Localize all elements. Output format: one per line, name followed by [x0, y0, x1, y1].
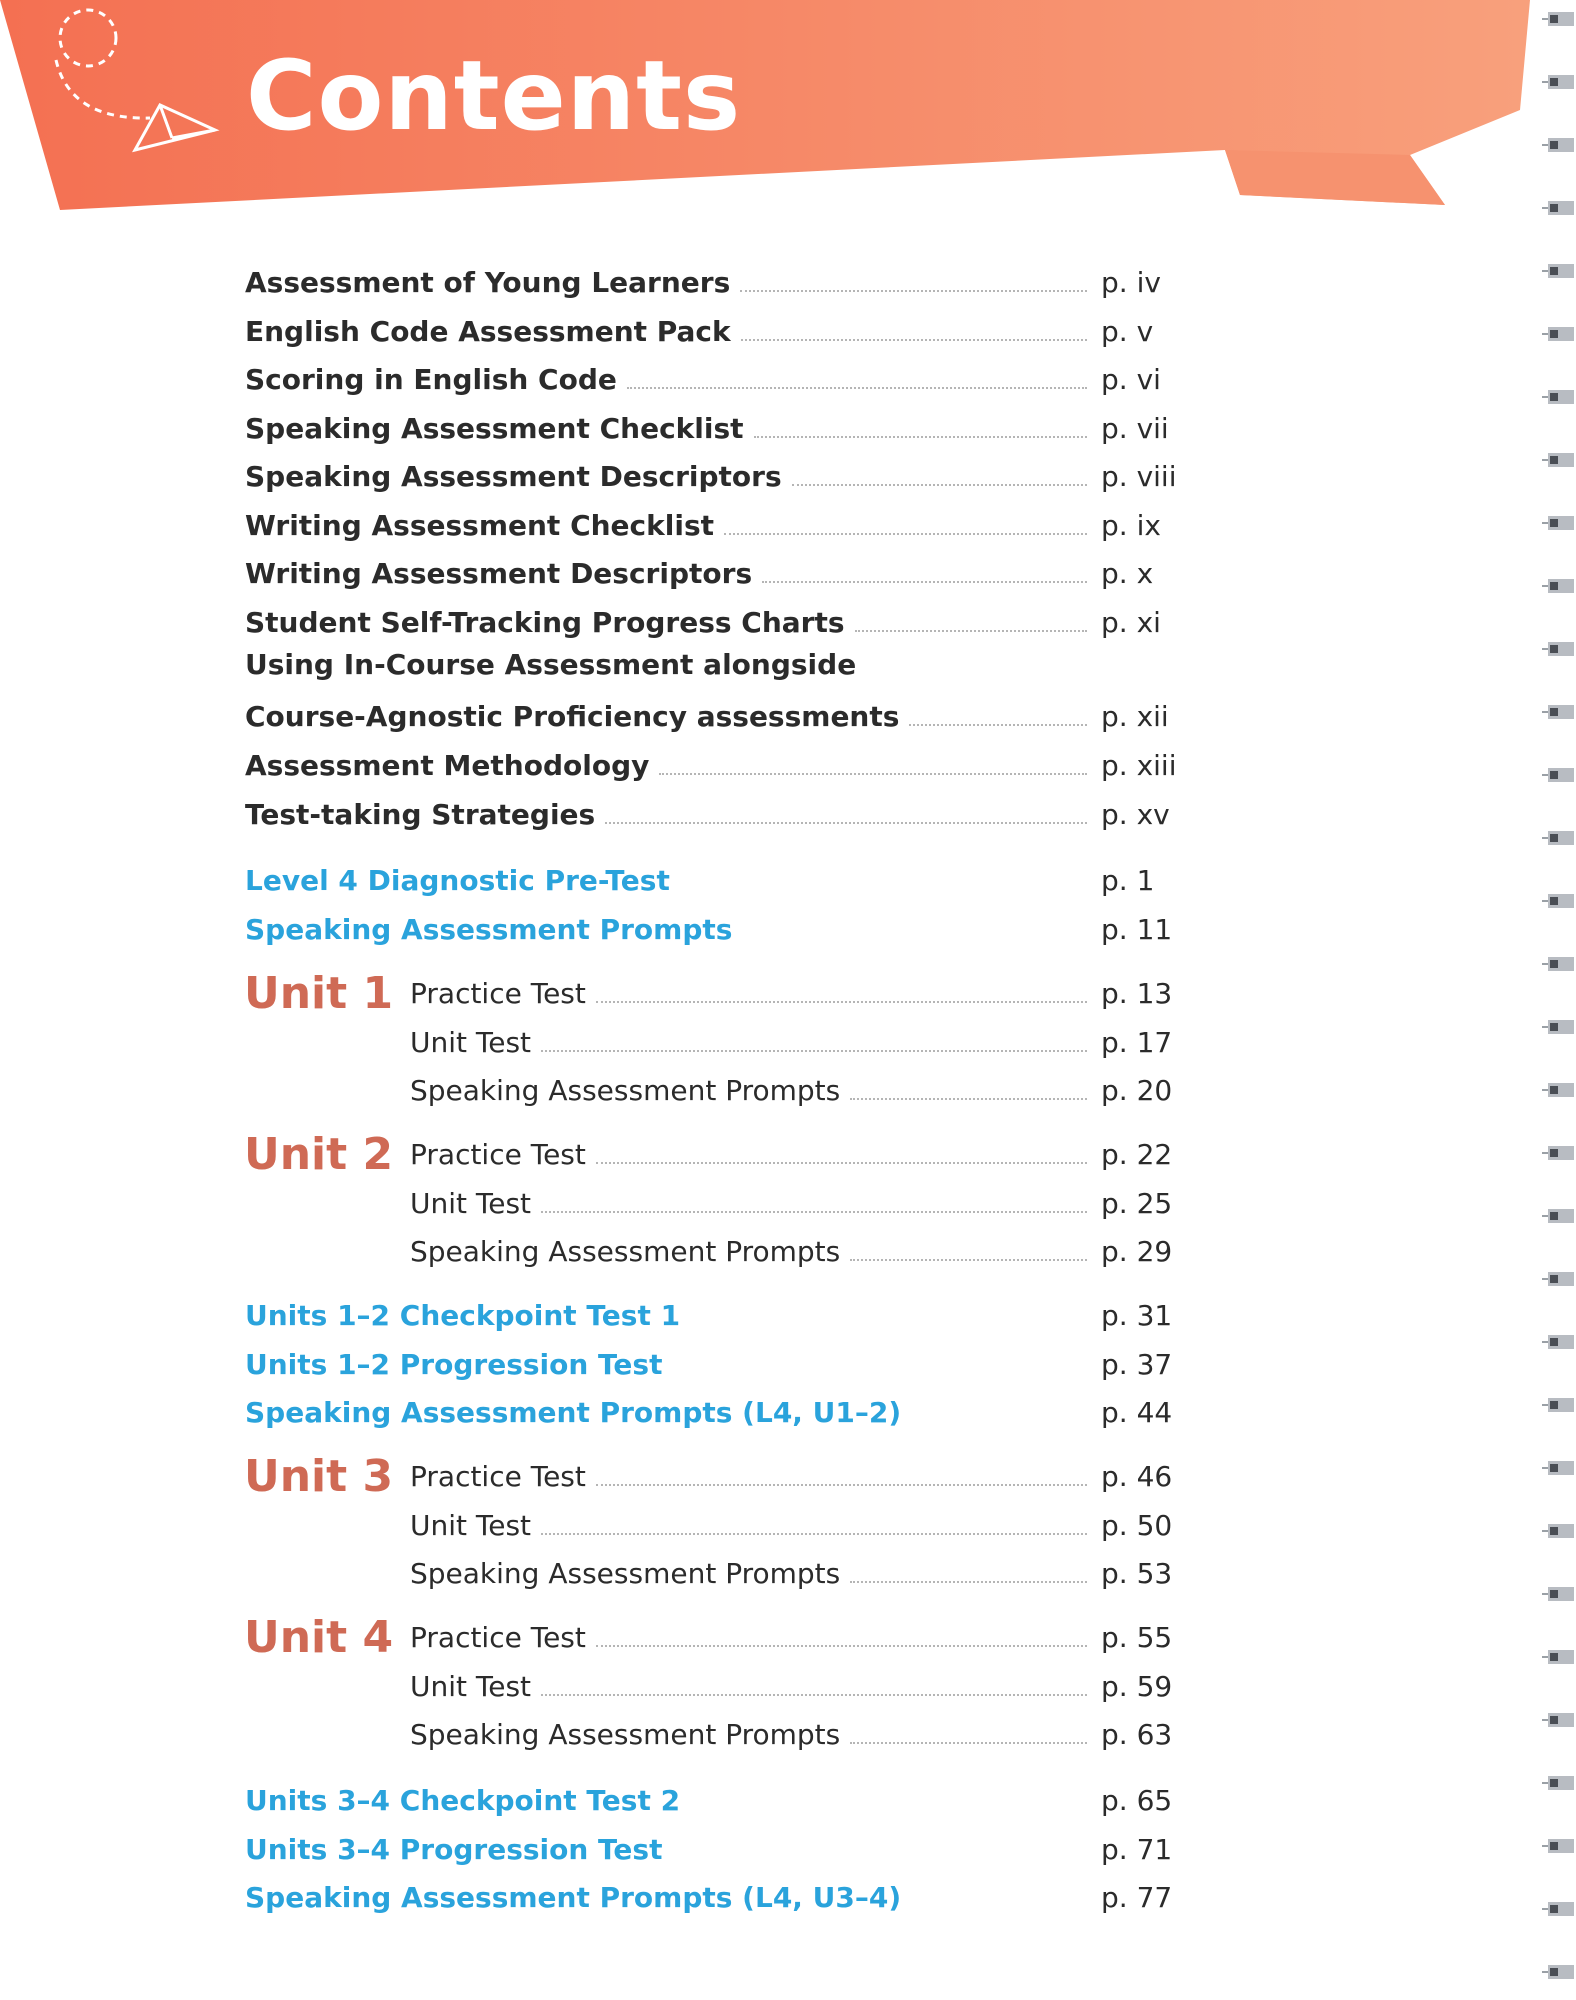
toc-entry[interactable]: [245, 495, 1185, 543]
toc-entry[interactable]: [410, 963, 1185, 1011]
entry-page: p. x: [1101, 557, 1154, 590]
binding-ring: [1542, 1776, 1574, 1790]
entry-page: p. 20: [1101, 1074, 1173, 1107]
entry-page: p. ix: [1101, 509, 1161, 542]
toc-entry[interactable]: [245, 301, 1185, 349]
unit-label: Unit 2: [244, 1129, 394, 1180]
entry-page: p. viii: [1101, 460, 1177, 493]
toc-entry[interactable]: [245, 784, 1185, 832]
binding-ring: [1542, 327, 1574, 341]
leader-dots: [754, 436, 1087, 438]
entry-title: Assessment Methodology: [245, 749, 650, 782]
binding-ring: [1542, 1587, 1574, 1601]
leader-dots: [850, 1098, 1087, 1100]
entry-page: p. 65: [1101, 1784, 1173, 1817]
entry-page: p. 1: [1101, 864, 1155, 897]
binding-ring: [1542, 390, 1574, 404]
binding-ring: [1542, 1461, 1574, 1475]
binding-ring: [1542, 831, 1574, 845]
toc-entry[interactable]: [410, 1446, 1185, 1494]
leader-dots: [740, 290, 1087, 292]
leader-dots: [596, 1162, 1087, 1164]
entry-title: Speaking Assessment Prompts: [245, 913, 733, 946]
toc-entry[interactable]: [410, 1656, 1185, 1704]
unit-label: Unit 1: [244, 968, 394, 1019]
entry-title: English Code Assessment Pack: [245, 315, 731, 348]
toc-entry[interactable]: [245, 543, 1185, 591]
toc-entry[interactable]: [410, 1012, 1185, 1060]
leader-dots: [762, 581, 1087, 583]
leader-dots: [850, 1259, 1087, 1261]
binding-ring: [1542, 1398, 1574, 1412]
binding-ring: [1542, 138, 1574, 152]
entry-title: Practice Test: [410, 1138, 586, 1171]
entry-title: Speaking Assessment Prompts (L4, U1–2): [245, 1396, 902, 1429]
toc-entry[interactable]: [410, 1060, 1185, 1108]
binding-ring: [1542, 768, 1574, 782]
binding-ring: [1542, 1209, 1574, 1223]
entry-title: Speaking Assessment Prompts (L4, U3–4): [245, 1881, 902, 1914]
leader-dots: [541, 1694, 1087, 1696]
leader-dots: [541, 1211, 1087, 1213]
entry-title: Units 1–2 Progression Test: [245, 1348, 663, 1381]
leader-dots: [909, 724, 1087, 726]
entry-title-line1: Using In-Course Assessment alongside: [245, 648, 857, 681]
toc-entry[interactable]: [410, 1704, 1185, 1752]
toc-entry[interactable]: [245, 1285, 1185, 1333]
leader-dots: [741, 339, 1087, 341]
toc-entry[interactable]: [245, 899, 1185, 947]
entry-title: Unit Test: [410, 1026, 532, 1059]
toc-entry[interactable]: [245, 1867, 1185, 1915]
leader-dots: [605, 822, 1087, 824]
leader-dots: [541, 1050, 1087, 1052]
entry-page: p. 50: [1101, 1509, 1173, 1542]
entry-page: p. v: [1101, 315, 1154, 348]
entry-page: p. 63: [1101, 1718, 1173, 1751]
leader-dots: [659, 773, 1087, 775]
leader-dots: [541, 1533, 1087, 1535]
entry-title: Speaking Assessment Prompts: [410, 1718, 841, 1751]
toc-entry[interactable]: [410, 1221, 1185, 1269]
toc-entry[interactable]: [245, 1382, 1185, 1430]
entry-title: Course-Agnostic Proficiency assessments: [245, 700, 900, 733]
entry-title: Writing Assessment Checklist: [245, 509, 714, 542]
entry-title: Test-taking Strategies: [245, 798, 596, 831]
binding-ring: [1542, 1650, 1574, 1664]
leader-dots: [596, 1484, 1087, 1486]
entry-page: p. vii: [1101, 412, 1169, 445]
binding-ring: [1542, 894, 1574, 908]
entry-title: Speaking Assessment Prompts: [410, 1557, 841, 1590]
binding-ring: [1542, 1146, 1574, 1160]
page-title: Contents: [246, 40, 742, 152]
toc-entry[interactable]: [410, 1495, 1185, 1543]
toc-entry[interactable]: [245, 1819, 1185, 1867]
leader-dots: [855, 630, 1087, 632]
unit-label: Unit 3: [244, 1451, 394, 1502]
toc-entry[interactable]: [245, 1334, 1185, 1382]
binding-ring: [1542, 264, 1574, 278]
leader-dots: [792, 484, 1087, 486]
binding-ring: [1542, 1902, 1574, 1916]
entry-title: Level 4 Diagnostic Pre-Test: [245, 864, 670, 897]
entry-page: p. xv: [1101, 798, 1170, 831]
entry-page: p. 25: [1101, 1187, 1173, 1220]
binding-ring: [1542, 1272, 1574, 1286]
entry-title: Speaking Assessment Prompts: [410, 1074, 841, 1107]
entry-page: p. 13: [1101, 977, 1173, 1010]
binding-ring: [1542, 1524, 1574, 1538]
entry-title: Assessment of Young Learners: [245, 266, 731, 299]
entry-page: p. 59: [1101, 1670, 1173, 1703]
binding-ring: [1542, 1083, 1574, 1097]
entry-title: Scoring in English Code: [245, 363, 617, 396]
binding-ring: [1542, 1839, 1574, 1853]
entry-title: Unit Test: [410, 1670, 532, 1703]
binding-ring: [1542, 1335, 1574, 1349]
toc-entry[interactable]: [245, 398, 1185, 446]
entry-title: Practice Test: [410, 1621, 586, 1654]
entry-title: Speaking Assessment Checklist: [245, 412, 744, 445]
entry-page: p. xii: [1101, 700, 1169, 733]
toc-entry[interactable]: [245, 735, 1185, 783]
entry-page: p. 17: [1101, 1026, 1173, 1059]
binding-ring: [1542, 1713, 1574, 1727]
entry-title: Units 3–4 Progression Test: [245, 1833, 663, 1866]
toc-entry[interactable]: [410, 1173, 1185, 1221]
leader-dots: [627, 387, 1087, 389]
binding-ring: [1542, 957, 1574, 971]
toc-entry[interactable]: [245, 349, 1185, 397]
toc-entry[interactable]: [245, 446, 1185, 494]
binding-ring: [1542, 1965, 1574, 1979]
entry-title: Speaking Assessment Prompts: [410, 1235, 841, 1268]
entry-page: p. 37: [1101, 1348, 1173, 1381]
entry-title: Speaking Assessment Descriptors: [245, 460, 782, 493]
entry-page: p. 71: [1101, 1833, 1173, 1866]
entry-page: p. 55: [1101, 1621, 1173, 1654]
leader-dots: [596, 1645, 1087, 1647]
entry-title: Writing Assessment Descriptors: [245, 557, 753, 590]
entry-page: p. vi: [1101, 363, 1161, 396]
entry-title: Unit Test: [410, 1509, 532, 1542]
leader-dots: [850, 1581, 1087, 1583]
entry-title: Practice Test: [410, 1460, 586, 1493]
toc-entry[interactable]: [245, 686, 1185, 734]
entry-title: Practice Test: [410, 977, 586, 1010]
entry-title: Student Self-Tracking Progress Charts: [245, 606, 845, 639]
entry-title: Units 1–2 Checkpoint Test 1: [245, 1299, 681, 1332]
entry-page: p. xiii: [1101, 749, 1177, 782]
binding-ring: [1542, 201, 1574, 215]
binding-ring: [1542, 705, 1574, 719]
binding-ring: [1542, 1020, 1574, 1034]
toc-entry[interactable]: [245, 592, 1185, 640]
entry-page: p. 29: [1101, 1235, 1173, 1268]
binding-ring: [1542, 12, 1574, 26]
entry-page: p. xi: [1101, 606, 1161, 639]
binding-ring: [1542, 579, 1574, 593]
entry-page: p. 31: [1101, 1299, 1173, 1332]
toc-entry[interactable]: [410, 1543, 1185, 1591]
entry-page: p. 46: [1101, 1460, 1173, 1493]
toc-entry[interactable]: [410, 1124, 1185, 1172]
toc-entry[interactable]: [245, 252, 1185, 300]
binding-ring: [1542, 516, 1574, 530]
entry-title: Units 3–4 Checkpoint Test 2: [245, 1784, 681, 1817]
toc-entry[interactable]: [245, 850, 1185, 898]
toc-entry[interactable]: [410, 1607, 1185, 1655]
leader-dots: [850, 1742, 1087, 1744]
binding-ring: [1542, 642, 1574, 656]
binding-ring: [1542, 453, 1574, 467]
unit-label: Unit 4: [244, 1612, 394, 1663]
entry-page: p. 22: [1101, 1138, 1173, 1171]
entry-page: p. 77: [1101, 1881, 1173, 1914]
spiral-binding: [1536, 0, 1576, 2000]
entry-page: p. 53: [1101, 1557, 1173, 1590]
leader-dots: [724, 533, 1087, 535]
entry-page: p. 11: [1101, 913, 1173, 946]
entry-title: Unit Test: [410, 1187, 532, 1220]
entry-page: p. 44: [1101, 1396, 1173, 1429]
binding-ring: [1542, 75, 1574, 89]
entry-page: p. iv: [1101, 266, 1161, 299]
leader-dots: [596, 1001, 1087, 1003]
toc-entry[interactable]: [245, 1770, 1185, 1818]
